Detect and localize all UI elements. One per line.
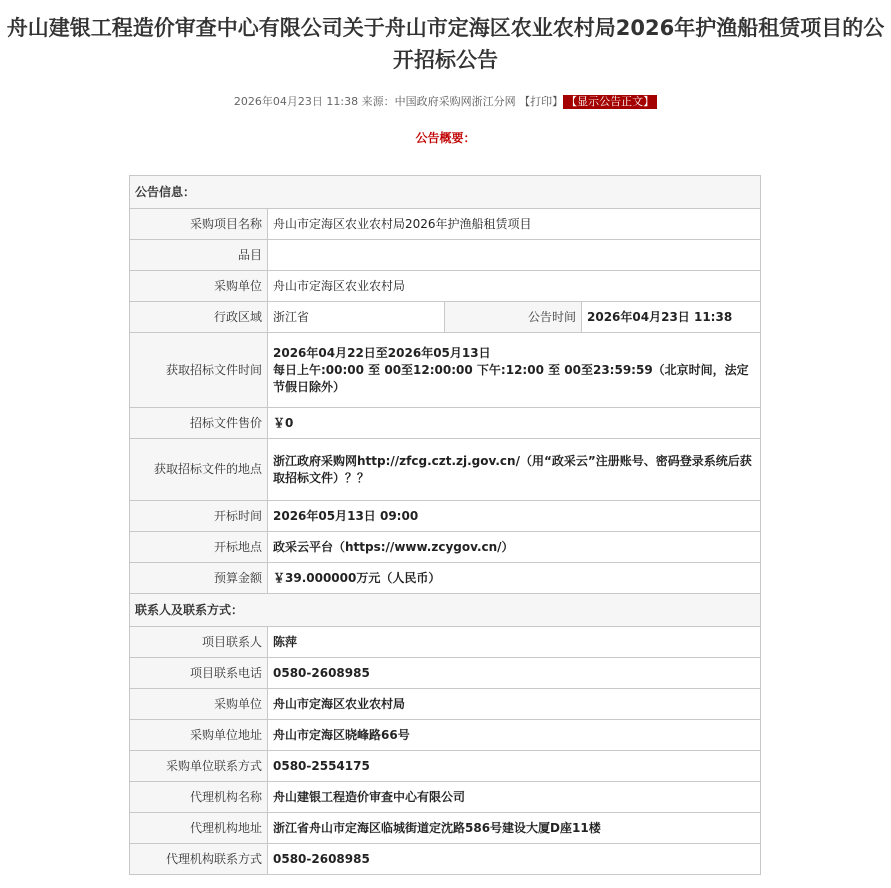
doc-price-label: 招标文件售价 [130, 408, 268, 439]
item-label: 品目 [130, 240, 268, 271]
purchaser-address-label: 采购单位地址 [130, 720, 268, 751]
notice-time-label: 公告时间 [445, 302, 582, 333]
table-row [130, 658, 761, 689]
show-full-text-button[interactable]: 【显示公告正文】 [563, 95, 657, 109]
table-row [130, 302, 761, 333]
summary-heading: 公告概要： [415, 131, 476, 145]
table-row [130, 333, 761, 408]
section-row-contact [130, 594, 761, 627]
section-row-info [130, 176, 761, 209]
purchaser-value: 舟山市定海区农业农村局 [268, 271, 761, 302]
table-row [130, 563, 761, 594]
project-contact-label: 项目联系人 [130, 627, 268, 658]
agency-contact-value: 0580-2608985 [268, 844, 761, 875]
agency-address-value: 浙江省舟山市定海区临城街道定沈路586号建设大厦D座11楼 [268, 813, 761, 844]
table-row [130, 439, 761, 501]
agency-contact-label: 代理机构联系方式 [130, 844, 268, 875]
doc-price-value: ￥0 [268, 408, 761, 439]
contact-purchaser-value: 舟山市定海区农业农村局 [268, 689, 761, 720]
table-row [130, 782, 761, 813]
table-row [130, 720, 761, 751]
open-place-label: 开标地点 [130, 532, 268, 563]
section-title-info: 公告信息： [130, 176, 761, 209]
region-label: 行政区域 [130, 302, 268, 333]
doc-place-label: 获取招标文件的地点 [130, 439, 268, 501]
page-title: 舟山建银工程造价审查中心有限公司关于舟山市定海区农业农村局2026年护渔船租赁项目的公开招标公告 [6, 16, 885, 72]
notice-time-value: 2026年04月23日 11:38 [582, 302, 761, 333]
item-value [268, 240, 761, 271]
print-link[interactable]: 【打印】 [519, 95, 564, 108]
publish-datetime: 2026年04月23日 11:38 [233, 95, 359, 108]
project-name-value: 舟山市定海区农业农村局2026年护渔船租赁项目 [268, 209, 761, 240]
purchaser-address-value: 舟山市定海区晓峰路66号 [268, 720, 761, 751]
meta-line [0, 94, 891, 110]
doc-time-daily: 每日上午:00:00 至 00至12:00:00 下午:12:00 至 00至23:59:59（北京时间，法定节假日除外） [273, 362, 749, 394]
budget-value: ￥39.000000万元（人民币） [268, 563, 761, 594]
table-row [130, 271, 761, 302]
table-row [130, 209, 761, 240]
source-label: 来源： [361, 95, 395, 108]
doc-time-range: 2026年04月22日至2026年05月13日 [273, 345, 491, 360]
doc-place-value: 浙江政府采购网http://zfcg.czt.zj.gov.cn/（用“政采云”注册账号、密码登录系统后获取招标文件）？？ [268, 439, 761, 501]
agency-address-label: 代理机构地址 [130, 813, 268, 844]
agency-name-value: 舟山建银工程造价审查中心有限公司 [268, 782, 761, 813]
table-row [130, 627, 761, 658]
purchaser-contact-value: 0580-2554175 [268, 751, 761, 782]
purchaser-contact-label: 采购单位联系方式 [130, 751, 268, 782]
table-row [130, 844, 761, 875]
table-row [130, 751, 761, 782]
table-row [130, 240, 761, 271]
source-link[interactable]: 中国政府采购网浙江分网 [394, 95, 516, 108]
budget-label: 预算金额 [130, 563, 268, 594]
project-phone-label: 项目联系电话 [130, 658, 268, 689]
table-row [130, 501, 761, 532]
project-phone-value: 0580-2608985 [268, 658, 761, 689]
project-contact-value: 陈萍 [268, 627, 761, 658]
table-row [130, 813, 761, 844]
open-time-label: 开标时间 [130, 501, 268, 532]
open-time-value: 2026年05月13日 09:00 [268, 501, 761, 532]
table-row [130, 689, 761, 720]
announcement-summary-table [129, 175, 761, 875]
doc-time-label: 获取招标文件时间 [130, 333, 268, 408]
agency-name-label: 代理机构名称 [130, 782, 268, 813]
doc-time-value [268, 333, 761, 408]
region-value: 浙江省 [268, 302, 445, 333]
purchaser-label: 采购单位 [130, 271, 268, 302]
contact-purchaser-label: 采购单位 [130, 689, 268, 720]
project-name-label: 采购项目名称 [130, 209, 268, 240]
table-row [130, 532, 761, 563]
open-place-value: 政采云平台（https://www.zcygov.cn/） [268, 532, 761, 563]
table-row [130, 408, 761, 439]
section-title-contact: 联系人及联系方式： [130, 594, 761, 627]
